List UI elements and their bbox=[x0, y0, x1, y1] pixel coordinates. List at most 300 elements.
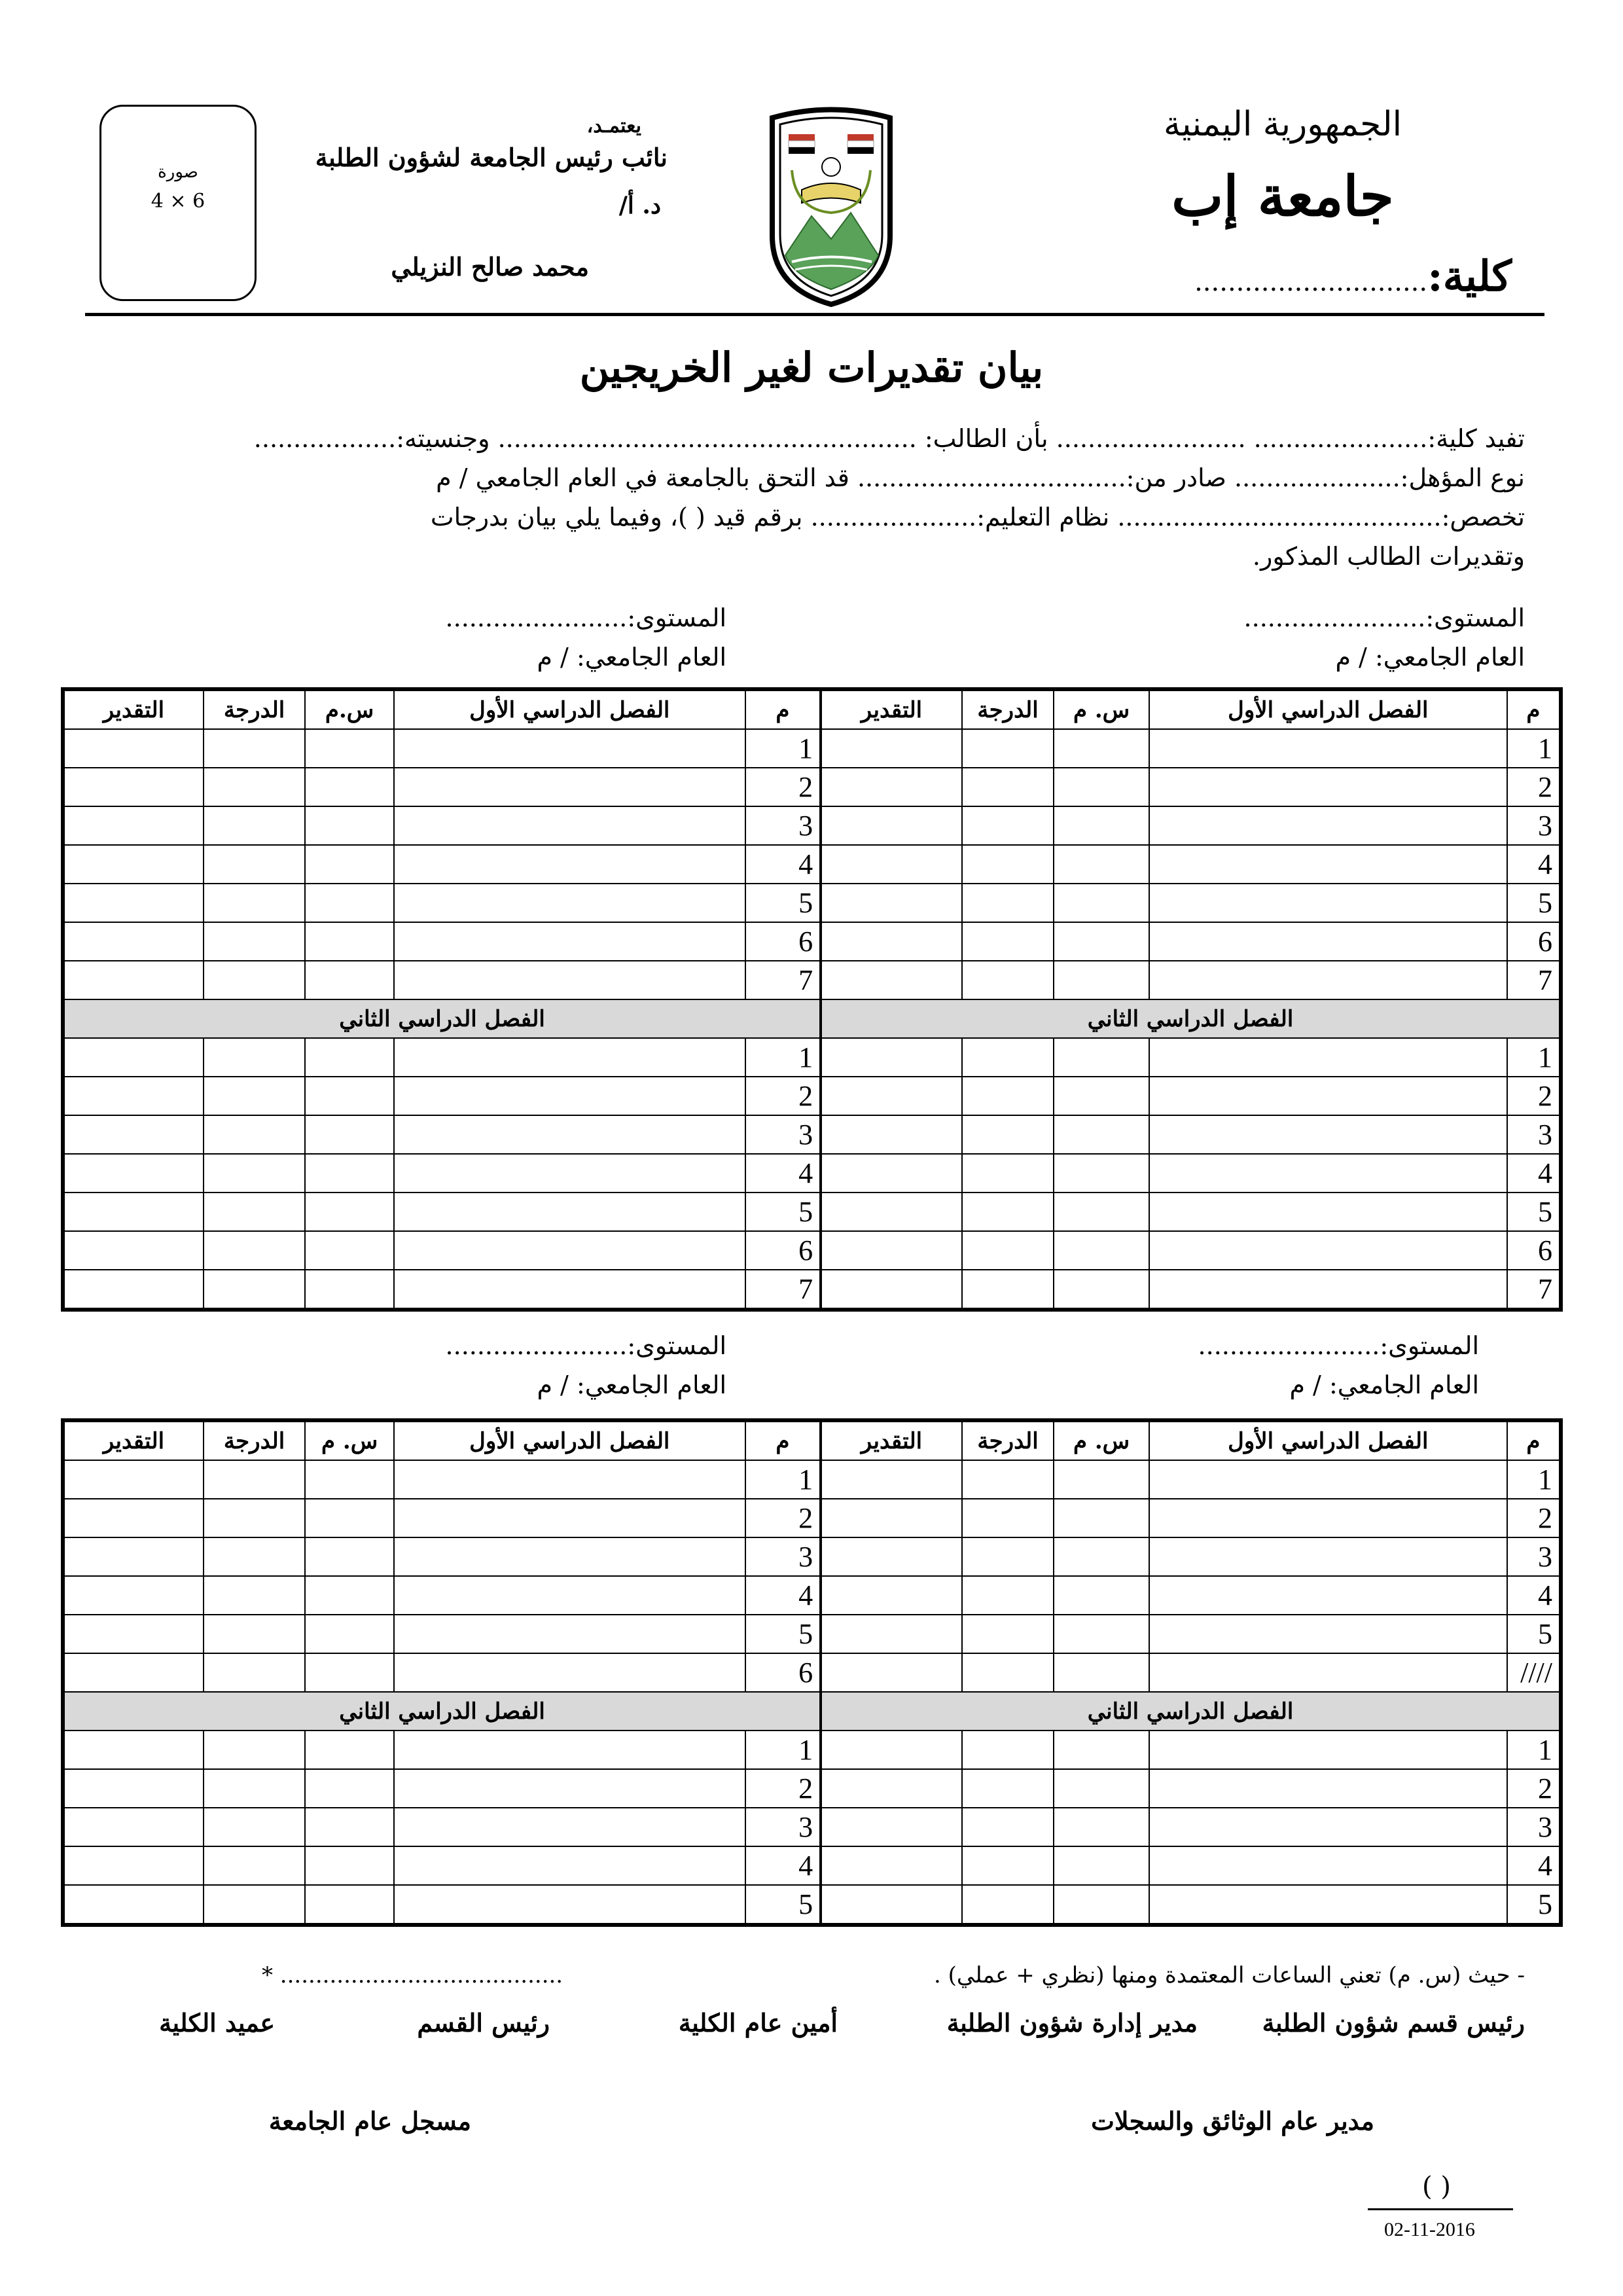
header-divider bbox=[85, 313, 1544, 316]
degree-cell[interactable] bbox=[204, 961, 306, 999]
republic-name: الجمهورية اليمنية bbox=[1163, 105, 1402, 144]
degree-cell[interactable] bbox=[204, 1499, 306, 1537]
grade-cell[interactable] bbox=[64, 1653, 204, 1692]
degree-cell[interactable] bbox=[962, 1846, 1054, 1885]
table-row bbox=[64, 1460, 1560, 1499]
grade-cell[interactable] bbox=[821, 1576, 962, 1615]
course-cell[interactable] bbox=[394, 1038, 745, 1077]
row-number: 4 bbox=[745, 1576, 821, 1615]
hours-cell[interactable] bbox=[305, 845, 393, 884]
table-row bbox=[64, 961, 1560, 999]
hours-cell[interactable] bbox=[1054, 1154, 1149, 1193]
degree-cell[interactable] bbox=[204, 884, 306, 922]
grade-cell[interactable] bbox=[821, 1846, 962, 1885]
table-row bbox=[64, 1038, 1560, 1077]
course-cell[interactable] bbox=[1149, 1193, 1507, 1231]
degree-cell[interactable] bbox=[962, 1270, 1054, 1308]
hours-cell[interactable] bbox=[1054, 1769, 1149, 1808]
degree-cell[interactable] bbox=[204, 922, 306, 961]
hours-cell[interactable] bbox=[1054, 884, 1149, 922]
course-cell[interactable] bbox=[394, 1077, 745, 1115]
row-number: 1 bbox=[745, 1038, 821, 1077]
hours-cell[interactable] bbox=[305, 768, 393, 806]
approval-position: نائب رئيس الجامعة لشؤون الطلبة bbox=[315, 143, 668, 172]
course-cell[interactable] bbox=[394, 1653, 745, 1692]
hours-cell[interactable] bbox=[305, 1653, 393, 1692]
hours-cell[interactable] bbox=[305, 1615, 393, 1653]
year-left-1: العام الجامعي: / م bbox=[537, 643, 726, 672]
degree-cell[interactable] bbox=[962, 1115, 1054, 1154]
course-cell[interactable] bbox=[1149, 1499, 1507, 1537]
hours-cell[interactable] bbox=[305, 1885, 393, 1924]
sig-student-affairs-head: رئيس قسم شؤون الطلبة bbox=[1262, 2008, 1525, 2037]
row-number: 2 bbox=[1507, 768, 1560, 806]
course-cell[interactable] bbox=[394, 884, 745, 922]
col-no: م bbox=[745, 691, 821, 729]
hours-cell[interactable] bbox=[305, 1808, 393, 1846]
level-left-2: المستوى:....................... bbox=[445, 1331, 726, 1360]
grade-cell[interactable] bbox=[64, 1193, 204, 1231]
grade-cell[interactable] bbox=[64, 1808, 204, 1846]
course-cell[interactable] bbox=[394, 1154, 745, 1193]
hours-cell[interactable] bbox=[1054, 1115, 1149, 1154]
photo-placeholder-box bbox=[99, 105, 257, 301]
hours-cell[interactable] bbox=[1054, 1731, 1149, 1769]
grade-cell[interactable] bbox=[64, 806, 204, 845]
hours-cell[interactable] bbox=[305, 961, 393, 999]
grade-cell[interactable] bbox=[64, 1846, 204, 1885]
table-row bbox=[64, 1846, 1560, 1885]
course-cell[interactable] bbox=[1149, 1115, 1507, 1154]
course-cell[interactable] bbox=[394, 1846, 745, 1885]
col-degree: الدرجة bbox=[962, 691, 1054, 729]
degree-cell[interactable] bbox=[962, 1537, 1054, 1576]
course-cell[interactable] bbox=[394, 1885, 745, 1924]
grade-cell[interactable] bbox=[821, 1077, 962, 1115]
college-dots: ............................ bbox=[1194, 267, 1428, 297]
grade-cell[interactable] bbox=[64, 1731, 204, 1769]
second-semester-header-row bbox=[64, 999, 1560, 1038]
grade-cell[interactable] bbox=[64, 1769, 204, 1808]
row-number: 1 bbox=[745, 1731, 821, 1769]
course-cell[interactable] bbox=[1149, 1038, 1507, 1077]
row-number: 4 bbox=[745, 1154, 821, 1193]
table-row bbox=[64, 1270, 1560, 1308]
course-cell[interactable] bbox=[1149, 1460, 1507, 1499]
course-cell[interactable] bbox=[1149, 1270, 1507, 1308]
degree-cell[interactable] bbox=[962, 1460, 1054, 1499]
course-cell[interactable] bbox=[394, 1193, 745, 1231]
degree-cell[interactable] bbox=[962, 845, 1054, 884]
course-cell[interactable] bbox=[1149, 1846, 1507, 1885]
row-number: //// bbox=[1507, 1653, 1560, 1692]
header-right-block bbox=[1113, 105, 1453, 228]
intro-line-4: وتقديرات الطالب المذكور. bbox=[1252, 542, 1525, 571]
course-cell[interactable] bbox=[394, 806, 745, 845]
course-cell[interactable] bbox=[1149, 1653, 1507, 1692]
hours-cell[interactable] bbox=[1054, 1077, 1149, 1115]
degree-cell[interactable] bbox=[204, 1885, 306, 1924]
course-cell[interactable] bbox=[1149, 1769, 1507, 1808]
grade-cell[interactable] bbox=[64, 1115, 204, 1154]
table-row bbox=[64, 1653, 1560, 1692]
grade-cell[interactable] bbox=[821, 1154, 962, 1193]
row-number: 7 bbox=[1507, 961, 1560, 999]
grade-cell[interactable] bbox=[821, 1537, 962, 1576]
table-row bbox=[64, 1154, 1560, 1193]
hours-cell[interactable] bbox=[305, 1077, 393, 1115]
degree-cell[interactable] bbox=[962, 1885, 1054, 1924]
col-grade: التقدير bbox=[64, 1422, 204, 1460]
row-number: 6 bbox=[745, 922, 821, 961]
row-number: 4 bbox=[1507, 1846, 1560, 1885]
grade-cell[interactable] bbox=[821, 1115, 962, 1154]
col-first-semester: الفصل الدراسي الأول bbox=[1149, 1422, 1507, 1460]
course-cell[interactable] bbox=[1149, 961, 1507, 999]
grade-cell[interactable] bbox=[64, 1077, 204, 1115]
course-cell[interactable] bbox=[394, 1537, 745, 1576]
degree-cell[interactable] bbox=[204, 1077, 306, 1115]
degree-cell[interactable] bbox=[204, 1615, 306, 1653]
grade-cell[interactable] bbox=[821, 1653, 962, 1692]
grade-cell[interactable] bbox=[64, 729, 204, 768]
course-cell[interactable] bbox=[394, 1576, 745, 1615]
hours-cell[interactable] bbox=[1054, 1653, 1149, 1692]
degree-cell[interactable] bbox=[204, 1193, 306, 1231]
degree-cell[interactable] bbox=[962, 1154, 1054, 1193]
row-number: 1 bbox=[1507, 1731, 1560, 1769]
hours-cell[interactable] bbox=[305, 1731, 393, 1769]
course-cell[interactable] bbox=[394, 1615, 745, 1653]
hours-cell[interactable] bbox=[305, 1038, 393, 1077]
table-row bbox=[64, 1808, 1560, 1846]
row-number: 1 bbox=[1507, 729, 1560, 768]
row-number: 2 bbox=[745, 768, 821, 806]
hours-cell[interactable] bbox=[305, 1576, 393, 1615]
table-row bbox=[64, 806, 1560, 845]
hours-cell[interactable] bbox=[1054, 845, 1149, 884]
sig-department-head: رئيس القسم bbox=[417, 2008, 550, 2037]
degree-cell[interactable] bbox=[204, 1154, 306, 1193]
hours-cell[interactable] bbox=[305, 1846, 393, 1885]
second-semester-label: الفصل الدراسي الثاني bbox=[64, 999, 821, 1038]
course-cell[interactable] bbox=[1149, 1231, 1507, 1270]
table-row bbox=[64, 1499, 1560, 1537]
col-no: م bbox=[1507, 691, 1560, 729]
intro-line-2: نوع المؤهل:..................... صادر من:.................................. قد التحق بالجامعة في العام الجامعي / م bbox=[436, 463, 1525, 492]
table-row bbox=[64, 884, 1560, 922]
grade-cell[interactable] bbox=[64, 884, 204, 922]
col-first-semester: الفصل الدراسي الأول bbox=[394, 691, 745, 729]
grade-cell[interactable] bbox=[64, 1576, 204, 1615]
college-field bbox=[1194, 252, 1512, 301]
degree-cell[interactable] bbox=[204, 1115, 306, 1154]
hours-cell[interactable] bbox=[1054, 1846, 1149, 1885]
sig-records-director: مدير عام الوثائق والسجلات bbox=[1091, 2106, 1374, 2136]
hours-cell[interactable] bbox=[1054, 1537, 1149, 1576]
level-left-1: المستوى:....................... bbox=[445, 603, 726, 632]
degree-cell[interactable] bbox=[962, 884, 1054, 922]
hours-cell[interactable] bbox=[1054, 1460, 1149, 1499]
level-right-1: المستوى:....................... bbox=[1243, 603, 1525, 632]
row-number: 5 bbox=[745, 1615, 821, 1653]
hours-cell[interactable] bbox=[1054, 1270, 1149, 1308]
row-number: 3 bbox=[1507, 1808, 1560, 1846]
course-cell[interactable] bbox=[394, 1460, 745, 1499]
grade-cell[interactable] bbox=[821, 1731, 962, 1769]
course-cell[interactable] bbox=[394, 729, 745, 768]
degree-cell[interactable] bbox=[962, 1653, 1054, 1692]
grade-cell[interactable] bbox=[821, 729, 962, 768]
intro-line-3: تخصص:......................................... نظام التعليم:..................... برقم قيد ( )، وفيما يلي بيان بدرجات bbox=[430, 503, 1525, 531]
row-number: 5 bbox=[745, 884, 821, 922]
course-cell[interactable] bbox=[1149, 806, 1507, 845]
hours-cell[interactable] bbox=[305, 1460, 393, 1499]
col-grade: التقدير bbox=[64, 691, 204, 729]
row-number: 3 bbox=[745, 1537, 821, 1576]
photo-size: 4 × 6 bbox=[151, 190, 205, 213]
row-number: 4 bbox=[1507, 1576, 1560, 1615]
col-grade: التقدير bbox=[821, 1422, 962, 1460]
grade-cell[interactable] bbox=[821, 884, 962, 922]
course-cell[interactable] bbox=[1149, 922, 1507, 961]
course-cell[interactable] bbox=[394, 1499, 745, 1537]
course-cell[interactable] bbox=[1149, 1154, 1507, 1193]
course-cell[interactable] bbox=[394, 768, 745, 806]
course-cell[interactable] bbox=[1149, 884, 1507, 922]
hours-cell[interactable] bbox=[305, 806, 393, 845]
degree-cell[interactable] bbox=[204, 1270, 306, 1308]
sig-university-registrar: مسجل عام الجامعة bbox=[268, 2106, 471, 2136]
row-number: 1 bbox=[745, 1460, 821, 1499]
hours-cell[interactable] bbox=[1054, 729, 1149, 768]
row-number: 6 bbox=[745, 1231, 821, 1270]
grade-cell[interactable] bbox=[821, 1270, 962, 1308]
university-name: جامعة إب bbox=[1171, 164, 1394, 228]
course-cell[interactable] bbox=[394, 1808, 745, 1846]
table-row bbox=[64, 729, 1560, 768]
grade-cell[interactable] bbox=[64, 1270, 204, 1308]
degree-cell[interactable] bbox=[962, 1576, 1054, 1615]
row-number: 5 bbox=[1507, 1615, 1560, 1653]
degree-cell[interactable] bbox=[962, 729, 1054, 768]
grade-cell[interactable] bbox=[821, 1231, 962, 1270]
course-cell[interactable] bbox=[394, 961, 745, 999]
row-number: 5 bbox=[1507, 1193, 1560, 1231]
grade-cell[interactable] bbox=[821, 845, 962, 884]
hours-cell[interactable] bbox=[1054, 961, 1149, 999]
grade-cell[interactable] bbox=[64, 922, 204, 961]
hours-cell[interactable] bbox=[1054, 1615, 1149, 1653]
degree-cell[interactable] bbox=[962, 1038, 1054, 1077]
grade-cell[interactable] bbox=[821, 1885, 962, 1924]
degree-cell[interactable] bbox=[204, 806, 306, 845]
degree-cell[interactable] bbox=[204, 1576, 306, 1615]
row-number: 2 bbox=[1507, 1769, 1560, 1808]
degree-cell[interactable] bbox=[962, 1808, 1054, 1846]
course-cell[interactable] bbox=[1149, 845, 1507, 884]
table-row bbox=[64, 768, 1560, 806]
grade-cell[interactable] bbox=[64, 1038, 204, 1077]
course-cell[interactable] bbox=[1149, 1731, 1507, 1769]
grade-cell[interactable] bbox=[64, 768, 204, 806]
grade-cell[interactable] bbox=[821, 1499, 962, 1537]
table-row bbox=[64, 845, 1560, 884]
form-date: 02-11-2016 bbox=[1384, 2219, 1475, 2240]
row-number: 6 bbox=[1507, 1231, 1560, 1270]
row-number: 3 bbox=[745, 1808, 821, 1846]
grade-cell[interactable] bbox=[821, 1808, 962, 1846]
hours-cell[interactable] bbox=[305, 884, 393, 922]
degree-cell[interactable] bbox=[962, 1499, 1054, 1537]
row-number: 3 bbox=[745, 806, 821, 845]
degree-cell[interactable] bbox=[204, 768, 306, 806]
course-cell[interactable] bbox=[394, 845, 745, 884]
row-number: 5 bbox=[1507, 884, 1560, 922]
grade-cell[interactable] bbox=[821, 768, 962, 806]
degree-cell[interactable] bbox=[204, 729, 306, 768]
hours-cell[interactable] bbox=[305, 1769, 393, 1808]
grade-cell[interactable] bbox=[64, 1537, 204, 1576]
reference-number-field: ( ) bbox=[1422, 2172, 1451, 2202]
col-grade: التقدير bbox=[821, 691, 962, 729]
grade-cell[interactable] bbox=[821, 922, 962, 961]
course-cell[interactable] bbox=[1149, 1885, 1507, 1924]
course-cell[interactable] bbox=[1149, 1077, 1507, 1115]
course-cell[interactable] bbox=[394, 1769, 745, 1808]
grade-cell[interactable] bbox=[64, 961, 204, 999]
hours-cell[interactable] bbox=[1054, 1231, 1149, 1270]
hours-cell[interactable] bbox=[1054, 768, 1149, 806]
course-cell[interactable] bbox=[1149, 1576, 1507, 1615]
course-cell[interactable] bbox=[394, 1115, 745, 1154]
year-right-2: العام الجامعي: / م bbox=[1289, 1371, 1479, 1399]
second-semester-label: الفصل الدراسي الثاني bbox=[821, 999, 1560, 1038]
hours-cell[interactable] bbox=[305, 1499, 393, 1537]
intro-line-1: تفيد كلية:...................... ........................ بأن الطالب: ..................................................... وجنسيته:.................. bbox=[253, 424, 1525, 453]
hours-cell[interactable] bbox=[305, 1231, 393, 1270]
course-cell[interactable] bbox=[1149, 1615, 1507, 1653]
grade-cell[interactable] bbox=[821, 1193, 962, 1231]
col-no: م bbox=[745, 1422, 821, 1460]
ibb-university-emblem-icon bbox=[766, 105, 897, 308]
hours-cell[interactable] bbox=[1054, 1808, 1149, 1846]
course-cell[interactable] bbox=[1149, 729, 1507, 768]
row-number: 2 bbox=[1507, 1077, 1560, 1115]
hours-cell[interactable] bbox=[305, 729, 393, 768]
grade-cell[interactable] bbox=[821, 806, 962, 845]
degree-cell[interactable] bbox=[204, 1846, 306, 1885]
grade-cell[interactable] bbox=[64, 845, 204, 884]
sig-student-affairs-director: مدير إدارة شؤون الطلبة bbox=[946, 2008, 1198, 2037]
col-degree: الدرجة bbox=[204, 1422, 306, 1460]
row-number: 5 bbox=[1507, 1885, 1560, 1924]
hours-cell[interactable] bbox=[1054, 1038, 1149, 1077]
hours-cell[interactable] bbox=[305, 1193, 393, 1231]
hours-cell[interactable] bbox=[305, 1154, 393, 1193]
row-number: 4 bbox=[1507, 845, 1560, 884]
degree-cell[interactable] bbox=[204, 1038, 306, 1077]
degree-cell[interactable] bbox=[962, 1231, 1054, 1270]
grade-cell[interactable] bbox=[821, 1038, 962, 1077]
hours-cell[interactable] bbox=[1054, 1576, 1149, 1615]
sig-college-dean: عميد الكلية bbox=[159, 2008, 275, 2037]
table-row bbox=[64, 1615, 1560, 1653]
hours-cell[interactable] bbox=[305, 922, 393, 961]
grade-cell[interactable] bbox=[821, 1460, 962, 1499]
degree-cell[interactable] bbox=[962, 806, 1054, 845]
degree-cell[interactable] bbox=[962, 1731, 1054, 1769]
row-number: 6 bbox=[1507, 922, 1560, 961]
row-number: 4 bbox=[745, 845, 821, 884]
hours-cell[interactable] bbox=[1054, 1193, 1149, 1231]
degree-cell[interactable] bbox=[204, 1808, 306, 1846]
grade-cell[interactable] bbox=[64, 1885, 204, 1924]
approval-degree: د. أ/ bbox=[618, 192, 661, 219]
table-row bbox=[64, 1576, 1560, 1615]
row-number: 7 bbox=[1507, 1270, 1560, 1308]
hours-cell[interactable] bbox=[1054, 1885, 1149, 1924]
degree-cell[interactable] bbox=[204, 1537, 306, 1576]
grade-cell[interactable] bbox=[64, 1615, 204, 1653]
grade-cell[interactable] bbox=[64, 1231, 204, 1270]
grade-cell[interactable] bbox=[821, 1769, 962, 1808]
degree-cell[interactable] bbox=[204, 1653, 306, 1692]
row-number: 3 bbox=[1507, 1537, 1560, 1576]
course-cell[interactable] bbox=[394, 922, 745, 961]
hours-cell[interactable] bbox=[305, 1270, 393, 1308]
course-cell[interactable] bbox=[1149, 1537, 1507, 1576]
degree-cell[interactable] bbox=[962, 1077, 1054, 1115]
row-number: 3 bbox=[1507, 1115, 1560, 1154]
course-cell[interactable] bbox=[1149, 768, 1507, 806]
degree-cell[interactable] bbox=[962, 961, 1054, 999]
degree-cell[interactable] bbox=[204, 1731, 306, 1769]
degree-cell[interactable] bbox=[204, 1769, 306, 1808]
col-hours: س.م bbox=[305, 691, 393, 729]
grade-cell[interactable] bbox=[821, 1615, 962, 1653]
degree-cell[interactable] bbox=[204, 1231, 306, 1270]
course-cell[interactable] bbox=[1149, 1808, 1507, 1846]
col-degree: الدرجة bbox=[204, 691, 306, 729]
degree-cell[interactable] bbox=[962, 1769, 1054, 1808]
hours-cell[interactable] bbox=[1054, 922, 1149, 961]
course-cell[interactable] bbox=[394, 1731, 745, 1769]
degree-cell[interactable] bbox=[962, 922, 1054, 961]
grade-cell[interactable] bbox=[64, 1499, 204, 1537]
grade-cell[interactable] bbox=[64, 1154, 204, 1193]
hours-cell[interactable] bbox=[1054, 1499, 1149, 1537]
row-number: 2 bbox=[1507, 1499, 1560, 1537]
grade-cell[interactable] bbox=[64, 1460, 204, 1499]
table-row bbox=[64, 1769, 1560, 1808]
note-star-line: * ........................................ bbox=[262, 1962, 563, 1988]
course-cell[interactable] bbox=[394, 1270, 745, 1308]
degree-cell[interactable] bbox=[204, 1460, 306, 1499]
hours-cell[interactable] bbox=[305, 1537, 393, 1576]
course-cell[interactable] bbox=[394, 1231, 745, 1270]
degree-cell[interactable] bbox=[962, 1193, 1054, 1231]
year-left-2: العام الجامعي: / م bbox=[537, 1371, 726, 1399]
degree-cell[interactable] bbox=[204, 845, 306, 884]
hours-cell[interactable] bbox=[1054, 806, 1149, 845]
row-number: 4 bbox=[745, 1846, 821, 1885]
degree-cell[interactable] bbox=[962, 768, 1054, 806]
hours-cell[interactable] bbox=[305, 1115, 393, 1154]
grade-cell[interactable] bbox=[821, 961, 962, 999]
degree-cell[interactable] bbox=[962, 1615, 1054, 1653]
table-row bbox=[64, 1077, 1560, 1115]
